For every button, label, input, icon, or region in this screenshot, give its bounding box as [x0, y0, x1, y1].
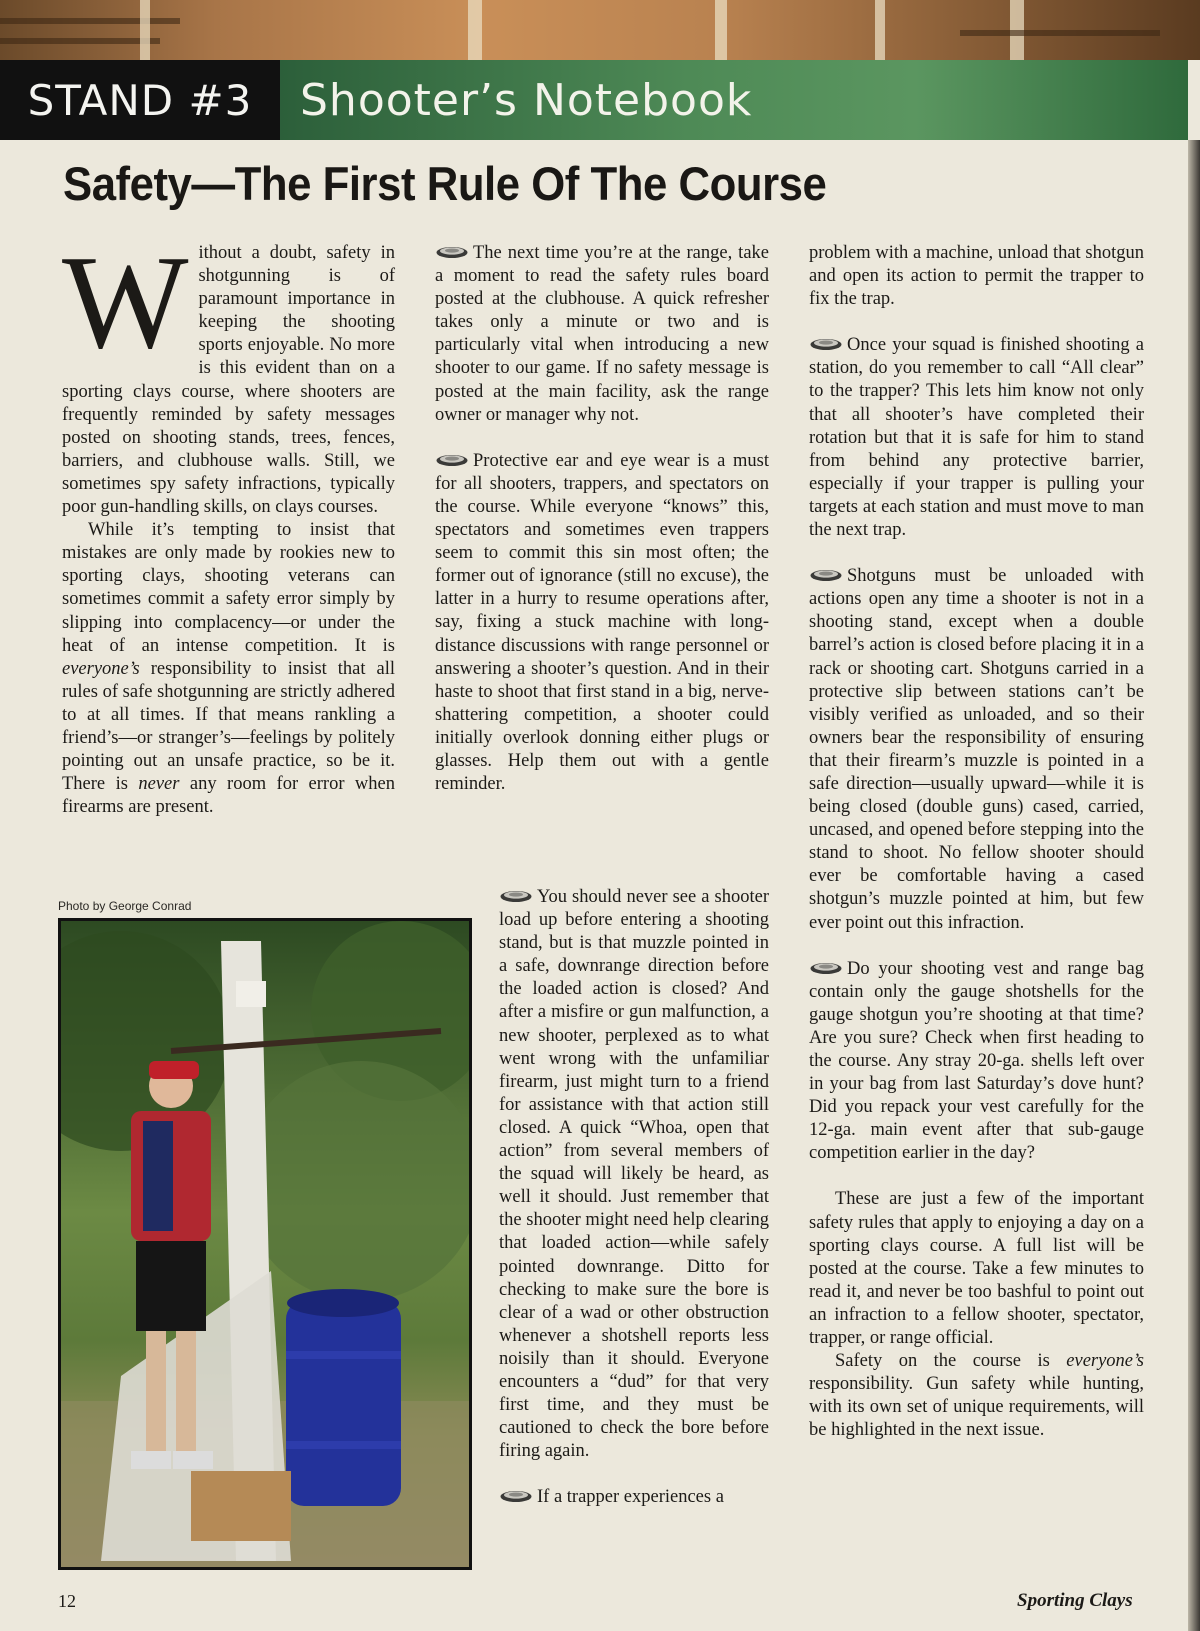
drop-cap: W — [62, 228, 189, 376]
article-headline: Safety—The First Rule Of The Course — [63, 157, 827, 210]
page-number: 12 — [58, 1591, 76, 1611]
tip-paragraph: Shotguns must be unloaded with actions open any time a shooter is not in a shooting stand, except when a double barrel’s action is closed before placing it in a rack or shooting cart. Shotguns carried in a protective slip between stations can’t be visibly verified as unloaded, and so their owners bear the responsibility of ensuring that their firearm’s muzzle is pointed in a safe direction—usually upward—while it is being closed (double guns) cased, carried, uncased, and opened before stepping into the stand to shoot. No fellow shooter should ever be comfortable having a cased shotgun’s muzzle pointed at him, but few ever point out this infraction. — [809, 566, 1144, 933]
tip-paragraph: Once your squad is finished shooting a station, do you remember to call “All clear” to the trapper? This lets him know not only that all shooter’s have completed their rotation but that it is safe for him to stand from behind any protective barrier, especially if your trapper is pulling your targets at each station and must move to man the next trap. — [809, 335, 1144, 541]
page-edge — [1188, 140, 1200, 1631]
clay-target-icon — [435, 245, 469, 259]
stand-label: STAND #3 — [0, 60, 280, 140]
shooter-photo-illustration — [61, 921, 469, 1567]
tip-paragraph: You should never see a shooter load up before entering a shooting stand, but is that muzzle pointed in a safe, downrange direction before the loaded action is closed? And after a misfire or gun malfunction, a new shooter, perplexed as to what went wrong with the unfamiliar firearm, just might turn to a friend for assistance with that action still closed. A quick “Whoa, open that action” from several members of the squad will likely be heard, as well it should. Just remember that the shooter might need help clearing that loaded action—while safely pointed downrange. Ditto for checking to make sure the bore is clear of a wad or other obstruction whenever a shotshell reports less noisily than it should. Everyone encounters a “dud” for that very first time, and they must be cautioned to check the bore before firing again. — [499, 887, 769, 1462]
article-column-2-lower — [499, 886, 769, 1509]
section-banner — [0, 60, 1188, 140]
article-column-3 — [809, 242, 1144, 1443]
clay-target-icon — [809, 337, 843, 351]
paragraph: While it’s tempting to insist that mistakes are only made by rookies new to sporting clays, shooting veterans can sometimes commit a safety error simply by slipping into complacency—or under the heat of an intense competition. It is everyone’s responsibility to insist that all rules of safe shotgunning are strictly adhered to at all times. If that means rankling a friend’s—or stranger’s—feelings by politely pointing out an unsafe practice, so be it. There is never any room for error when firearms are present. — [62, 520, 395, 818]
tip-paragraph: If a trapper experiences a — [499, 1486, 769, 1509]
paragraph: problem with a machine, unload that shotgun and open its action to permit the trapper to fix the trap. — [809, 243, 1144, 310]
clay-target-icon — [499, 889, 533, 903]
photo-credit: Photo by George Conrad — [58, 899, 192, 913]
clay-target-icon — [809, 568, 843, 582]
closing-paragraph: Safety on the course is everyone’s responsibility. Gun safety while hunting, with its own set of unique requirements, will be highlighted in the next issue. — [809, 1351, 1144, 1441]
article-column-1 — [62, 228, 395, 819]
tip-paragraph: Protective ear and eye wear is a must for all shooters, trappers, and spectators on the course. While everyone “knows” this, spectators and sometimes even trappers seem to commit this sin most often; the former out of ignorance (still no excuse), the latter in a hurry to resume operations after, say, fixing a stuck machine with long-distance discussions with range personnel or answering a shooter’s question. And in their haste to shoot that first stand in a big, nerve-shattering competition, a shooter could initially overlook donning either plugs or glasses. Help them out with a gentle reminder. — [435, 450, 769, 795]
article-photo — [58, 918, 472, 1570]
clay-target-icon — [809, 961, 843, 975]
intro-paragraph: Without a doubt, safety in shotgunning is of paramount importance in keeping the shooting sports enjoyable. No more is this evident than on a sporting clays course, where shooters are frequently reminded by safety messages posted on shooting stands, trees, fences, barriers, and clubhouse walls. Still, we sometimes spy safety infractions, typically poor gun-handling skills, on clays courses. — [62, 228, 395, 518]
closing-paragraph: These are just a few of the important safety rules that apply to enjoying a day on a sporting clays course. A full list will be posted at the course. Take a few minutes to read it, and never be too bashful to point out an infraction to a fellow shooter, spectator, trapper, or range official. — [809, 1189, 1144, 1349]
clay-target-icon — [435, 453, 469, 467]
header-photo-strip — [0, 0, 1200, 60]
tip-paragraph: The next time you’re at the range, take a moment to read the safety rules board posted at the clubhouse. A quick refresher takes only a minute or two and is particularly vital when introducing a new shooter to our game. If no safety message is posted at the main facility, ask the range owner or manager why not. — [435, 243, 769, 425]
magazine-name: Sporting Clays — [1017, 1590, 1133, 1611]
clay-target-icon — [499, 1489, 533, 1503]
section-title: Shooter’s Notebook — [280, 60, 1188, 140]
tip-paragraph: Do your shooting vest and range bag contain only the gauge shotshells for the gauge shotgun you’re shooting at that time? Are you sure? Check when first heading to the course. Any stray 20-ga. shells left over in your bag from last Saturday’s dove hunt? Did you repack your vest carefully for the 12-ga. main event after that sub-gauge competition earlier in the day? — [809, 958, 1144, 1164]
article-column-2 — [435, 242, 769, 796]
